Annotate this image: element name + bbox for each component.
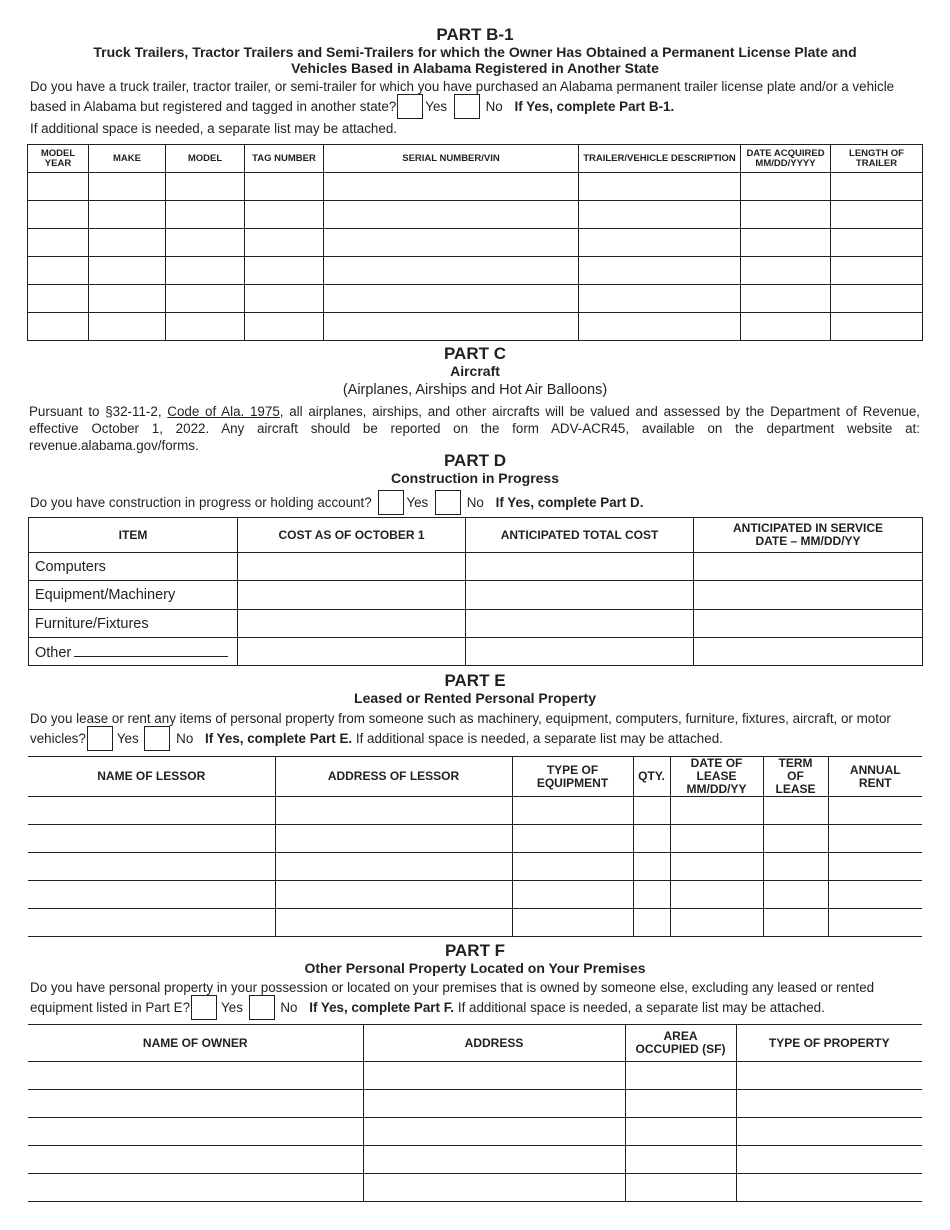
- part-e-no-checkbox[interactable]: [144, 726, 170, 751]
- column-header-qty: QTY.: [633, 757, 670, 797]
- input-cell[interactable]: [670, 797, 763, 825]
- table-row: [29, 638, 923, 666]
- part-d-question: Do you have construction in progress or holding account?: [30, 495, 372, 510]
- input-cell[interactable]: [28, 1174, 363, 1202]
- input-cell[interactable]: [238, 638, 466, 666]
- input-cell[interactable]: [741, 201, 831, 229]
- input-cell[interactable]: [324, 257, 579, 285]
- table-row: [28, 825, 922, 853]
- input-cell[interactable]: [670, 909, 763, 937]
- row-label-other: [29, 638, 238, 666]
- row-label-equipment-machinery: Equipment/Machinery: [29, 581, 238, 610]
- input-cell[interactable]: [28, 909, 275, 937]
- input-cell[interactable]: [275, 881, 512, 909]
- column-header-tag-number: TAG NUMBER: [245, 145, 324, 173]
- input-cell[interactable]: [828, 797, 922, 825]
- input-cell[interactable]: [512, 797, 633, 825]
- part-c-text-post: , all airplanes, airships, and other aircrafts will be valued and assessed by the Department of Revenue,: [279, 404, 920, 419]
- column-header-area-occupied: AREA OCCUPIED (SF): [625, 1025, 736, 1062]
- part-f-instruction: If Yes, complete Part F.: [309, 1000, 455, 1015]
- input-cell[interactable]: [28, 1146, 363, 1174]
- table-row: [29, 581, 923, 610]
- part-b1-question-text: based in Alabama but registered and tagged in another state?: [30, 99, 397, 114]
- part-e-note: If additional space is needed, a separate list may be attached.: [355, 731, 723, 746]
- table-row: [28, 853, 922, 881]
- input-cell[interactable]: [89, 173, 166, 201]
- input-cell[interactable]: [828, 881, 922, 909]
- part-c-text-line1: [29, 404, 920, 420]
- input-cell[interactable]: [245, 229, 324, 257]
- input-cell[interactable]: [670, 881, 763, 909]
- part-d-yes-checkbox[interactable]: [378, 490, 404, 515]
- input-cell[interactable]: [324, 313, 579, 341]
- input-cell[interactable]: [28, 853, 275, 881]
- column-header-anticipated-total: ANTICIPATED TOTAL COST: [466, 518, 694, 553]
- input-cell[interactable]: [89, 201, 166, 229]
- input-cell[interactable]: [831, 173, 923, 201]
- input-cell[interactable]: [466, 638, 694, 666]
- input-cell[interactable]: [89, 229, 166, 257]
- input-cell[interactable]: [275, 797, 512, 825]
- column-header-model: MODEL: [166, 145, 245, 173]
- input-cell[interactable]: [579, 257, 741, 285]
- input-cell[interactable]: [28, 229, 89, 257]
- part-e-subtitle: Leased or Rented Personal Property: [354, 690, 596, 706]
- input-cell[interactable]: [512, 881, 633, 909]
- column-header-name-of-owner: NAME OF OWNER: [28, 1025, 363, 1062]
- part-c-subtitle2: (Airplanes, Airships and Hot Air Balloons): [342, 382, 608, 398]
- table-row: [28, 173, 923, 201]
- input-cell[interactable]: [670, 825, 763, 853]
- input-cell[interactable]: [625, 1146, 736, 1174]
- input-cell[interactable]: [741, 313, 831, 341]
- part-f-yes-checkbox[interactable]: [191, 995, 217, 1020]
- input-cell[interactable]: [828, 825, 922, 853]
- part-d-table: [28, 517, 923, 666]
- column-header-name-of-lessor: NAME OF LESSOR: [28, 757, 275, 797]
- table-row: [28, 1062, 922, 1090]
- part-b1-no-label: No: [485, 99, 503, 114]
- table-row: [28, 881, 922, 909]
- table-row: [28, 229, 923, 257]
- input-cell[interactable]: [28, 881, 275, 909]
- input-cell[interactable]: [363, 1118, 625, 1146]
- input-cell[interactable]: [831, 201, 923, 229]
- table-row: [28, 1090, 922, 1118]
- input-cell[interactable]: [512, 825, 633, 853]
- input-cell[interactable]: [166, 229, 245, 257]
- input-cell[interactable]: [831, 257, 923, 285]
- column-header-model-year: MODEL YEAR: [28, 145, 89, 173]
- input-cell[interactable]: [741, 285, 831, 313]
- input-cell[interactable]: [763, 797, 828, 825]
- column-header-annual-rent: ANNUAL RENT: [828, 757, 922, 797]
- table-row: [28, 797, 922, 825]
- input-cell[interactable]: [831, 285, 923, 313]
- column-header-in-service-date: ANTICIPATED IN SERVICE DATE – MM/DD/YY: [694, 518, 923, 553]
- part-e-question-line1: Do you lease or rent any items of personal property from someone such as machinery, equipment, computers, furniture, fixtures, aircraft, or motor: [30, 711, 891, 726]
- input-cell[interactable]: [324, 229, 579, 257]
- input-cell[interactable]: [238, 610, 466, 638]
- part-f-subtitle: Other Personal Property Located on Your Premises: [304, 960, 646, 976]
- input-cell[interactable]: [736, 1174, 922, 1202]
- part-d-subtitle: Construction in Progress: [390, 470, 560, 486]
- column-header-serial-number: SERIAL NUMBER/VIN: [324, 145, 579, 173]
- part-d-no-checkbox[interactable]: [435, 490, 461, 515]
- input-cell[interactable]: [166, 313, 245, 341]
- part-f-note: If additional space is needed, a separate list may be attached.: [457, 1000, 825, 1015]
- table-row: [28, 1146, 922, 1174]
- input-cell[interactable]: [512, 909, 633, 937]
- part-b1-question-line1: Do you have a truck trailer, tractor trailer, or semi-trailer for which you have purchased an Alabama permanent trailer license plate and/or a vehicle: [30, 79, 895, 94]
- input-cell[interactable]: [625, 1090, 736, 1118]
- other-label: Other: [35, 645, 72, 661]
- part-c-text-line3: revenue.alabama.gov/forms.: [29, 438, 199, 453]
- column-header-address-of-lessor: ADDRESS OF LESSOR: [275, 757, 512, 797]
- input-cell[interactable]: [633, 909, 670, 937]
- part-e-title: PART E: [444, 671, 506, 690]
- part-f-table: [28, 1024, 922, 1202]
- part-e-yes-label: Yes: [116, 731, 139, 746]
- input-cell[interactable]: [466, 610, 694, 638]
- table-row: [28, 1174, 922, 1202]
- column-header-make: MAKE: [89, 145, 166, 173]
- input-cell[interactable]: [466, 581, 694, 610]
- input-cell[interactable]: [28, 825, 275, 853]
- input-cell[interactable]: [694, 610, 923, 638]
- input-cell[interactable]: [166, 285, 245, 313]
- input-cell[interactable]: [275, 825, 512, 853]
- part-c-title: PART C: [443, 344, 506, 363]
- column-header-length-of-trailer: LENGTH OF TRAILER: [831, 145, 923, 173]
- column-header-term-of-lease: TERM OF LEASE: [763, 757, 828, 797]
- part-d-no-label: No: [466, 495, 484, 510]
- part-b1-subtitle-line1: Truck Trailers, Tractor Trailers and Semi-Trailers for which the Owner Has Obtained a Permanent License Plate and: [93, 44, 857, 60]
- row-label-computers: Computers: [29, 553, 238, 581]
- input-cell[interactable]: [166, 257, 245, 285]
- part-b1-subtitle-line2: Vehicles Based in Alabama Registered in Another State: [291, 60, 659, 76]
- input-cell[interactable]: [694, 553, 923, 581]
- input-cell[interactable]: [28, 797, 275, 825]
- input-cell[interactable]: [324, 173, 579, 201]
- part-c-text-line2: effective October 1, 2022. Any aircraft should be reported on the form ADV-ACR45, available on the department website at:: [29, 421, 920, 436]
- part-e-table: [28, 756, 922, 937]
- input-cell[interactable]: [579, 285, 741, 313]
- input-cell[interactable]: [238, 581, 466, 610]
- part-d-yes-label: Yes: [406, 495, 429, 510]
- column-header-type-of-property: TYPE OF PROPERTY: [736, 1025, 922, 1062]
- other-specify-line[interactable]: [74, 642, 228, 657]
- part-b1-note: If additional space is needed, a separate list may be attached.: [30, 121, 397, 136]
- part-c-code-reference: Code of Ala. 1975: [167, 404, 280, 419]
- input-cell[interactable]: [736, 1090, 922, 1118]
- input-cell[interactable]: [245, 257, 324, 285]
- column-header-type-of-equipment: TYPE OF EQUIPMENT: [512, 757, 633, 797]
- input-cell[interactable]: [763, 881, 828, 909]
- input-cell[interactable]: [741, 257, 831, 285]
- part-d-title: PART D: [443, 451, 506, 470]
- input-cell[interactable]: [736, 1062, 922, 1090]
- part-e-question-line2: [30, 725, 723, 753]
- part-e-no-label: No: [176, 731, 194, 746]
- column-header-address: ADDRESS: [363, 1025, 625, 1062]
- input-cell[interactable]: [633, 797, 670, 825]
- input-cell[interactable]: [324, 285, 579, 313]
- column-header-item: ITEM: [29, 518, 238, 553]
- part-d-instruction: If Yes, complete Part D.: [495, 495, 644, 510]
- table-row: [29, 610, 923, 638]
- input-cell[interactable]: [324, 201, 579, 229]
- input-cell[interactable]: [28, 201, 89, 229]
- input-cell[interactable]: [28, 285, 89, 313]
- input-cell[interactable]: [625, 1062, 736, 1090]
- input-cell[interactable]: [625, 1118, 736, 1146]
- table-row: [28, 201, 923, 229]
- input-cell[interactable]: [363, 1146, 625, 1174]
- input-cell[interactable]: [245, 285, 324, 313]
- column-header-cost-oct1: COST AS OF OCTOBER 1: [238, 518, 466, 553]
- table-row: [28, 1118, 922, 1146]
- input-cell[interactable]: [28, 257, 89, 285]
- input-cell[interactable]: [579, 201, 741, 229]
- input-cell[interactable]: [166, 201, 245, 229]
- part-f-title: PART F: [444, 941, 506, 960]
- input-cell[interactable]: [28, 313, 89, 341]
- input-cell[interactable]: [466, 553, 694, 581]
- part-f-question-line1: Do you have personal property in your possession or located on your premises that is owned by someone else, excluding any leased or rented: [30, 980, 875, 995]
- input-cell[interactable]: [245, 201, 324, 229]
- input-cell[interactable]: [763, 825, 828, 853]
- part-f-yes-label: Yes: [221, 1000, 243, 1015]
- table-row: [28, 313, 923, 341]
- input-cell[interactable]: [670, 853, 763, 881]
- row-label-furniture-fixtures: Furniture/Fixtures: [29, 610, 238, 638]
- input-cell[interactable]: [741, 229, 831, 257]
- input-cell[interactable]: [275, 853, 512, 881]
- part-f-no-checkbox[interactable]: [249, 995, 275, 1020]
- part-b1-instruction: If Yes, complete Part B-1.: [514, 99, 675, 114]
- input-cell[interactable]: [633, 825, 670, 853]
- input-cell[interactable]: [238, 553, 466, 581]
- table-row: [29, 553, 923, 581]
- input-cell[interactable]: [763, 909, 828, 937]
- input-cell[interactable]: [763, 853, 828, 881]
- part-c-text-pre: Pursuant to §32-11-2,: [29, 404, 168, 419]
- input-cell[interactable]: [831, 229, 923, 257]
- input-cell[interactable]: [245, 173, 324, 201]
- part-e-question-text: vehicles?: [30, 731, 86, 746]
- input-cell[interactable]: [363, 1174, 625, 1202]
- part-b1-question-line2: [30, 93, 674, 121]
- input-cell[interactable]: [741, 173, 831, 201]
- input-cell[interactable]: [28, 173, 89, 201]
- input-cell[interactable]: [579, 173, 741, 201]
- part-b1-no-checkbox[interactable]: [454, 94, 480, 119]
- input-cell[interactable]: [694, 638, 923, 666]
- input-cell[interactable]: [579, 229, 741, 257]
- input-cell[interactable]: [28, 1118, 363, 1146]
- column-header-trailer-description: TRAILER/VEHICLE DESCRIPTION: [579, 145, 741, 173]
- input-cell[interactable]: [28, 1062, 363, 1090]
- input-cell[interactable]: [736, 1146, 922, 1174]
- input-cell[interactable]: [633, 853, 670, 881]
- part-f-no-label: No: [280, 1000, 298, 1015]
- column-header-date-acquired: DATE ACQUIRED MM/DD/YYYY: [741, 145, 831, 173]
- part-c-subtitle: Aircraft: [450, 363, 500, 379]
- input-cell[interactable]: [633, 881, 670, 909]
- input-cell[interactable]: [625, 1174, 736, 1202]
- input-cell[interactable]: [828, 909, 922, 937]
- part-b1-title: PART B-1: [436, 25, 514, 44]
- input-cell[interactable]: [89, 313, 166, 341]
- column-header-date-of-lease: DATE OF LEASE MM/DD/YY: [670, 757, 763, 797]
- input-cell[interactable]: [831, 313, 923, 341]
- input-cell[interactable]: [579, 313, 741, 341]
- part-b1-yes-label: Yes: [425, 99, 448, 114]
- part-b1-yes-checkbox[interactable]: [397, 94, 423, 119]
- input-cell[interactable]: [275, 909, 512, 937]
- input-cell[interactable]: [89, 257, 166, 285]
- part-f-question-text: equipment listed in Part E?: [30, 1000, 191, 1015]
- input-cell[interactable]: [512, 853, 633, 881]
- part-e-yes-checkbox[interactable]: [87, 726, 113, 751]
- input-cell[interactable]: [363, 1090, 625, 1118]
- input-cell[interactable]: [694, 581, 923, 610]
- input-cell[interactable]: [736, 1118, 922, 1146]
- input-cell[interactable]: [245, 313, 324, 341]
- part-e-instruction: If Yes, complete Part E.: [205, 731, 353, 746]
- input-cell[interactable]: [28, 1090, 363, 1118]
- input-cell[interactable]: [363, 1062, 625, 1090]
- table-row: [28, 909, 922, 937]
- part-f-question-line2: [30, 994, 825, 1022]
- input-cell[interactable]: [89, 285, 166, 313]
- part-b1-table: [27, 144, 923, 341]
- input-cell[interactable]: [166, 173, 245, 201]
- table-row: [28, 285, 923, 313]
- part-d-question-line: [30, 489, 643, 517]
- table-row: [28, 257, 923, 285]
- input-cell[interactable]: [828, 853, 922, 881]
